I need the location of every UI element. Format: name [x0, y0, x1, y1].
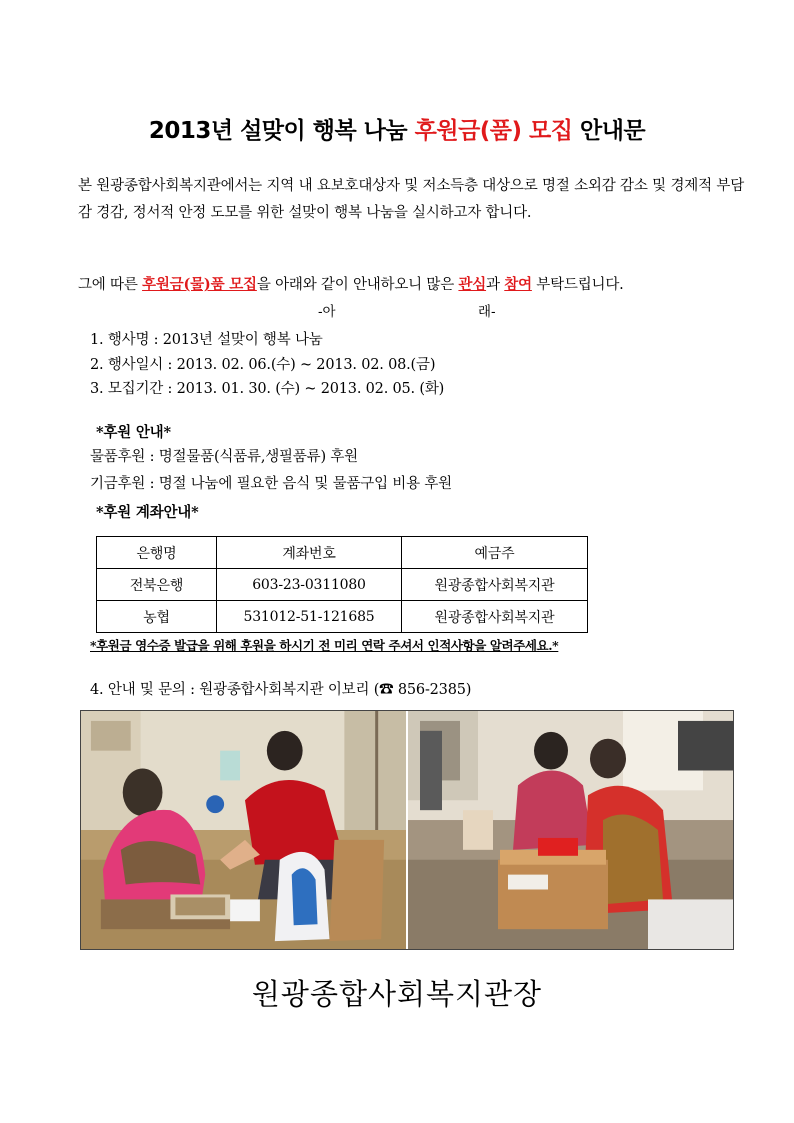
- below-marker-left: -아: [318, 304, 336, 320]
- cell-account-number: 531012-51-121685: [217, 601, 402, 633]
- cell-holder: 원광종합사회복지관: [402, 601, 588, 633]
- header-holder: 예금주: [402, 537, 588, 569]
- notice-highlight-interest: 관심: [458, 276, 487, 293]
- photo-goods-delivery: [408, 711, 733, 949]
- below-marker-right: 래-: [478, 304, 496, 320]
- table-header-row: [97, 537, 588, 569]
- support-info: [90, 444, 452, 498]
- list-item-recruit-period: 3. 모집기간 : 2013. 01. 30. (수) ~ 2013. 02. 05. (화): [90, 381, 445, 397]
- support-item-goods: 물품후원 : 명절물품(식품류,생필품류) 후원: [90, 449, 358, 465]
- title-part2: 안내문: [572, 118, 646, 144]
- cell-bank: 전북은행: [97, 569, 217, 601]
- signature: 원광종합사회복지관장: [251, 977, 543, 1011]
- table-row: [97, 569, 588, 601]
- cell-account-number: 603-23-0311080: [217, 569, 402, 601]
- list-item-event-date: 2. 행사일시 : 2013. 02. 06.(수) ~ 2013. 02. 08.(금): [90, 356, 436, 373]
- inquiry-line: 4. 안내 및 문의 : 원광종합사회복지관 이보리 (☎ 856-2385): [90, 682, 472, 698]
- account-heading: *후원 계좌안내*: [96, 504, 199, 521]
- cell-bank: 농협: [97, 601, 217, 633]
- support-heading: *후원 안내*: [96, 424, 171, 441]
- intro-paragraph: 본 원광종합사회복지관에서는 지역 내 요보호대상자 및 저소득층 대상으로 명절 소외감 감소 및 경제적 부담감 경감, 정서적 안정 도모를 위한 설맞이 행복 나눔을 실시하고자 합니다.: [78, 178, 744, 221]
- photo-strip: [80, 710, 734, 950]
- title-part1: 2013년 설맞이 행복 나눔: [148, 118, 415, 144]
- header-bank: 은행명: [97, 537, 217, 569]
- notice-text: 부탁드립니다.: [531, 277, 624, 293]
- cell-holder: 원광종합사회복지관: [402, 569, 588, 601]
- list-item-event-name: 1. 행사명 : 2013년 설맞이 행복 나눔: [90, 332, 323, 348]
- notice-text: 그에 따른: [78, 277, 143, 293]
- notice-text: 을 아래와 같이 안내하오니 많은: [256, 277, 459, 293]
- account-table: [96, 536, 588, 633]
- header-account-number: 계좌번호: [217, 537, 402, 569]
- support-item-funds: 기금후원 : 명절 나눔에 필요한 음식 및 물품구입 비용 후원: [90, 476, 452, 492]
- notice-highlight-recruit: 후원금(물)품 모집: [142, 276, 257, 293]
- photo-visit-handshake: [81, 711, 408, 949]
- table-row: [97, 601, 588, 633]
- receipt-note: *후원금 영수증 발급을 위해 후원을 하시기 전 미리 연락 주셔서 인적사항을 알려주세요.*: [90, 638, 559, 653]
- notice-line: [78, 273, 758, 297]
- event-info-list: [90, 328, 444, 402]
- notice-text: 과: [486, 277, 505, 293]
- notice-highlight-participation: 참여: [504, 276, 532, 293]
- page-title: [0, 112, 794, 145]
- title-highlight: 후원금(품) 모집: [414, 118, 573, 144]
